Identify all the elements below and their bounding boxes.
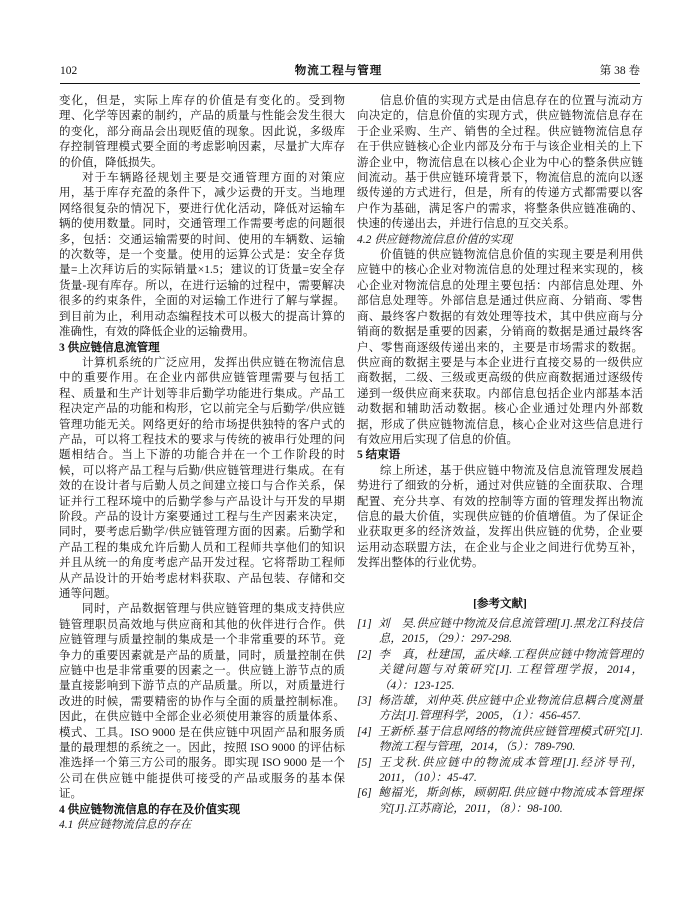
paragraph-continuation: 变化，但是，实际上库存的价值是有变化的。受到物理、化学等因素的制约，产品的质量与性能会发生很大的变化，部分商品会出现贬值的现象。因此说，多级库存控制管理模式要全面的考虑影响因素，尽量扩大库存的价值，降低损失。 — [59, 95, 345, 169]
paragraph: 对于车辆路径规划主要是交通管理方面的对策应用，基于库存充盈的条件下，减少运费的开支。当地理网络很复杂的情况下，要进行优化活动，降低对运输车辆的使用数量。同时，交通管理工作需要考虑的问题很多，包括：交通运输需要的时间、使用的车辆数、运输的次数等，是一个变量。使用的运算公式是：安全存货量=上次拜访后的实际销量×1.5；建议的订货量=安全存货量-现有库存。所以，在进行运输的过程中，需要解决很多的约束条件，全面的对运输工作进行了解与掌握。到目前为止，利用动态编程技术可以极大的提高计算的准确性，有效的降低企业的运输费用。 — [59, 172, 345, 339]
left-column — [59, 94, 345, 834]
reference-label: [1] — [357, 618, 372, 630]
reference-item — [357, 694, 643, 725]
reference-label: [3] — [357, 695, 372, 708]
reference-text: 鲍福光，斯剑栋，顾朝阳.供应链中物流成本管理探究[J].江苏商论，2011，（8）：98-100. — [378, 787, 643, 815]
reference-item — [357, 617, 643, 648]
two-column-body — [59, 94, 643, 834]
paragraph: 计算机系统的广泛应用，发挥出供应链在物流信息中的重要作用。在企业内部供应链管理需要与包括工程、质量和生产计划等非后勤学功能进行集成。产品工程决定产品的功能和构形，它以前完全与后勤学/供应链管理功能无关。网络更好的给市场提供独特的客户式的产品，可以将工程技术的要求与传统的被串行处理的问题相结合。当上下游的功能合并在一个工作阶段的时候，可以将产品工程与后勤/供应链管理进行集成。在有效的在设计者与后勤人员之间建立接口与合作关系，保证并行工程环境中的后勤学参与产品设计与开发的早期阶段。产品的设计方案要通过工程与生产因素来决定，同时，要考虑后勤学/供应链管理方面的因素。后勤学和产品工程的集成允许后勤人员和工程师共享他们的知识并且从统一的角度考虑产品开发过程。它将帮助工程师从产品设计的开始考虑材料获取、产品包装、存储和交通等问题。 — [59, 356, 345, 600]
running-header — [60, 62, 640, 84]
section-heading-5: 5 结束语 — [357, 449, 401, 462]
reference-label: [2] — [357, 648, 372, 661]
reference-item — [357, 648, 643, 694]
paragraph: 同时，产品数据管理与供应链管理的集成支持供应链管理职员高效地与供应商和其他的伙伴进行合作。供应链管理与质量控制的集成是一个非常重要的环节。竞争力的重要因素就是产品的质量，同时，质量控制在供应链中也是非常重要的因素之一。供应链上游节点的质量直接影响到下游节点的产品质量。所以，对质量进行改进的时候，需要精密的协作与全面的质量控制标准。因此，在供应链中全部企业必须使用兼容的质量体系、模式、工具。ISO 9000 是在供应链中巩固产品和服务质量的最理想的系统之一。因此，按照 ISO 9000 的评估标准选择一个第三方公司的服务。即实现 ISO 9000 是一个公司在供应链中能提供可接受的产品或服务的基本保证。 — [59, 603, 345, 801]
section-heading-3: 3 供应链信息流管理 — [59, 341, 160, 354]
paragraph: 价值链的供应链物流信息价值的实现主要是利用供应链中的核心企业对物流信息的处理过程来实现的，核心企业对物流信息的处理主要包括：内部信息处理、外部信息处理等。外部信息是通过供应商、分销商、零售商、最终客户数据的有效处理等技术，其中供应商与分销商的数据是重要的因素，分销商的数据是通过最终客户、零售商逐级传递出来的，主要是市场需求的数据。供应商的数据主要是与本企业进行直接交易的一级供应商数据，二级、三级或更高级的供应商数据通过逐级传递到一级供应商来获取。内部信息包括企业内部基本活动数据和辅助活动数据。核心企业通过处理内外部数据，形成了供应链物流信息，核心企业对这些信息进行有效应用后实现了信息的价值。 — [357, 249, 643, 446]
page-number: 102 — [60, 65, 78, 77]
paragraph: 信息价值的实现方式是由信息存在的位置与流动方向决定的，信息价值的实现方式，供应链物流信息存在于企业采购、生产、销售的全过程。供应链物流信息存在于供应链核心企业内部及分布于与该企业相关的上下游企业中，物流信息在以核心企业为中心的整条供应链间流动。基于供应链环境背景下，物流信息的流向以逐级传递的方式进行，但是，所有的传递方式都需要以客户作为基础，满足客户的需求，将整条供应链准确的、快速的传递出去，并进行信息的互交关系。 — [357, 95, 643, 231]
reference-text: 王戈秋.供应链中的物流成本管理[J].经济导刊，2011，（10）：45-47. — [378, 756, 643, 785]
reference-text: 刘 昊.供应链中物流及信息流管理[J].黑龙江科技信息，2015，（29）：297-298. — [378, 618, 643, 646]
subsection-heading-4-2: 4.2 供应链物流信息价值的实现 — [357, 233, 513, 246]
references-title: [参考文献] — [473, 597, 527, 610]
reference-text: 杨浩雄，刘仲英.供应链中企业物流信息耦合度测量方法[J].管理科学，2005，（1）：456-457. — [378, 695, 643, 723]
reference-text: 李 真，杜建国，孟庆峰.工程供应链中物流管理的关键问题与对策研究[J]. 工程管理学报，2014，（4）：123-125. — [378, 648, 643, 692]
paragraph: 综上所述，基于供应链中物流及信息流管理发展趋势进行了细致的分析，通过对供应链的全面获取、合理配置、充分共享、有效的控制等方面的管理发挥出物流信息的最大价值，实现供应链的价值增值。为了保证企业获取更多的经济效益，发挥出供应链的优势，企业要运用动态联盟方法，在企业与企业之间进行优势互补，发挥出整体的行业优势。 — [357, 464, 643, 570]
reference-label: [5] — [357, 756, 372, 769]
volume-label: 第 38 卷 — [599, 65, 640, 77]
section-heading-4: 4 供应链物流信息的存在及价值实现 — [59, 803, 241, 816]
right-column — [357, 94, 643, 834]
reference-label: [4] — [357, 725, 372, 738]
reference-label: [6] — [357, 787, 372, 800]
reference-item — [357, 756, 643, 787]
reference-item — [357, 725, 643, 756]
reference-item — [357, 786, 643, 817]
journal-title: 物流工程与管理 — [294, 65, 383, 77]
reference-text: 王新桥.基于信息网络的物流供应链管理模式研究[J].物流工程与管理，2014，（5）：789-790. — [378, 725, 643, 754]
subsection-heading-4-1: 4.1 供应链物流信息的存在 — [59, 819, 192, 832]
